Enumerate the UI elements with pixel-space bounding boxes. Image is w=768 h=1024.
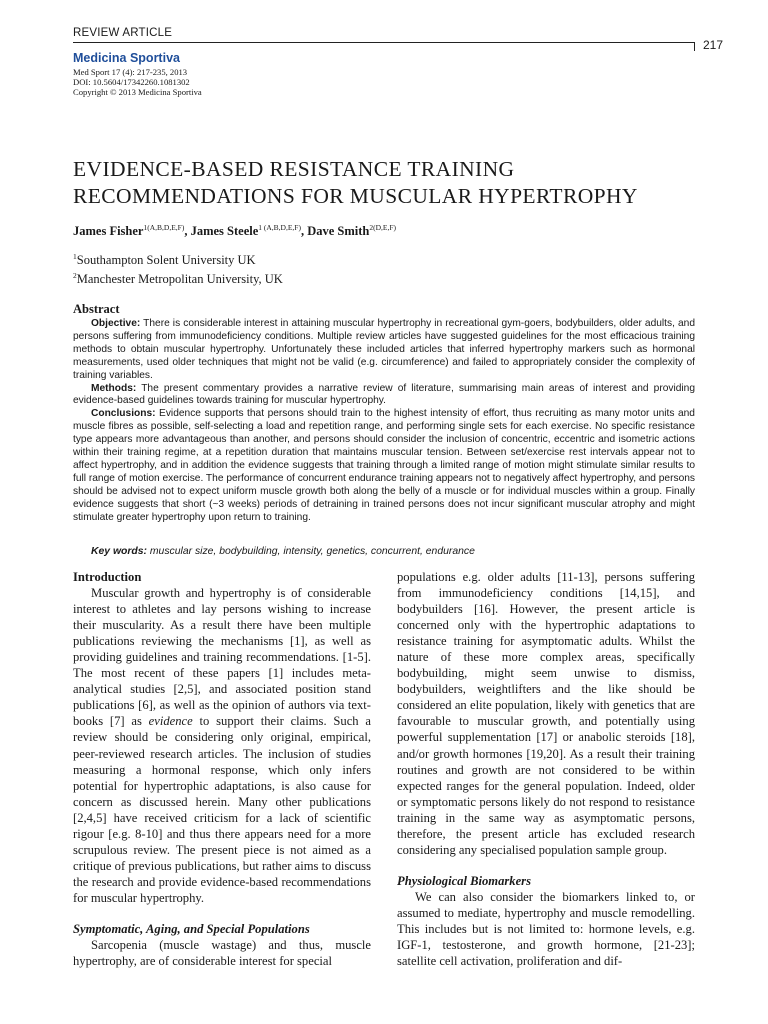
abstract-objective-text: There is considerable interest in attaining muscular hypertrophy in recreational gym-goers, bodybuilders, older adults, and persons suffering from immunodeficiency conditions. Multiple review articles have suggested guidelines for the most efficacious training methods to obtain muscular hypertrophy. Unfortunately these included articles that inferred hypertrophy markers such as hormonal measurements, used older techniques that might not be valid (e.g. circumference) and failed to appropriately consider the complexity of training variables.	[73, 318, 695, 381]
abstract-conclusions-text: Evidence supports that persons should train to the highest intensity of effort, thus recruiting as many motor units and muscle fibres as possible, self-selecting a load and repetition range, and performing single sets for each exercise. No specific resistance type appears more advantageous than another, and persons should consider the inclusion of concentric, eccentric and isometric actions within their training regime, at a repetition duration that maintains muscular tension. Between set/exercise rest intervals appear not to affect hypertrophy, and in addition the evidence suggests that training through a limited range of motion might stimulate similar results to full range of motion exercise. The performance of concurrent endurance training appears not to negatively affect hypertrophy, and persons should be advised not to expect uniform muscle growth both along the belly of a muscle or for individual muscles within a group. Finally evidence suggests that short (~3 weeks) periods of detraining in trained persons does not incur significant muscular atrophy and might stimulate greater hypertrophy upon return to training.	[73, 408, 695, 523]
author-name: Dave Smith	[307, 224, 370, 238]
journal-meta	[73, 67, 202, 98]
abstract-methods-label: Methods:	[91, 382, 137, 394]
subsection-heading-biomarkers: Physiological Biomarkers	[397, 873, 531, 888]
affiliation	[73, 268, 283, 287]
author-separator: ,	[184, 224, 191, 238]
keywords-text: muscular size, bodybuilding, intensity, genetics, concurrent, endurance	[149, 546, 475, 557]
affiliation	[73, 249, 283, 268]
author-affiliation-marker: 1(A,B,D,E,F)	[143, 223, 185, 232]
author-name: James Steele	[190, 224, 259, 238]
abstract-objective	[73, 318, 695, 383]
header-rule	[73, 42, 695, 43]
abstract-conclusions-label: Conclusions:	[91, 408, 156, 420]
emphasis-text: evidence	[148, 714, 193, 729]
abstract-methods	[73, 383, 695, 409]
affiliation-text: Southampton Solent University UK	[76, 253, 256, 267]
author-affiliation-marker: 2(D,E,F)	[369, 223, 397, 232]
affiliation-marker: 1	[73, 252, 77, 261]
section-label: REVIEW ARTICLE	[73, 27, 173, 39]
body-column-right	[397, 569, 695, 969]
author-name: James Fisher	[73, 224, 144, 238]
abstract-body	[73, 318, 695, 525]
author-separator: ,	[300, 224, 308, 238]
affiliation-marker: 2	[73, 271, 77, 280]
abstract-heading: Abstract	[73, 302, 120, 316]
body-paragraph: populations e.g. older adults [11-13], persons suffering from immunodeficiency conditions [14,15], and bodybuilders [16]. However, the present article is concerned only with the hypertrophic adaptations to resistance training for asymptomatic adults. Whilst the nature of these more complex areas, specifically bodybuilding, might seem unwise to dismiss, bodybuilders, weightlifters and the like should be considered an elite population, likely with genetics that are favourable to muscular growth, and potentially using powerful supplementation [17] or anabolic steroids [18], and/or growth hormones [19,20]. As a result their training routines and growth are not considered to be within expected ranges for the general population. Indeed, older or symptomatic persons likely do not respond to resistance training in the same way as asymptomatic persons, therefore, the present article has excluded research considering any specialised population sample group.	[397, 570, 695, 857]
affiliation-list	[73, 249, 283, 287]
header-rule-tick	[694, 42, 695, 51]
body-paragraph	[73, 585, 371, 906]
paragraph-text: to support their claims. Such a review should be considering only original, empirical, peer-reviewed research articles. The inclusion of studies measuring a hormonal response, which only infers potential for hypertrophic adaptations, is also cause for concern as discussed herein. Many other publications [2,4,5] have received criticism for a lack of scientific rigour [e.g. 8-10] and thus there appears need for a more scrupulous review. The present piece is not aimed as a critique of previous publications, but rather aims to discuss the research and provide evidence-based recommendations for muscular hypertrophy.	[73, 714, 371, 905]
author-affiliation-marker: 1 (A,B,D,E,F)	[258, 223, 301, 232]
copyright: Copyright © 2013 Medicina Sportiva	[73, 87, 202, 98]
abstract-conclusions	[73, 408, 695, 524]
body-column-left	[73, 569, 371, 969]
section-heading-introduction: Introduction	[73, 570, 142, 584]
doi: DOI: 10.5604/17342260.1081302	[73, 77, 190, 88]
body-paragraph: We can also consider the biomarkers linked to, or assumed to mediate, hypertrophy and muscle remodelling. This includes but is not limited to: hormone levels, e.g. IGF-1, testosterone, and growth hormone, [21-23]; satellite cell activation, proliferation and dif-	[397, 889, 695, 969]
keywords-label: Key words:	[91, 546, 148, 557]
abstract-objective-label: Objective:	[91, 318, 141, 329]
journal-name: Medicina Sportiva	[73, 51, 180, 65]
paragraph-text: Muscular growth and hypertrophy is of considerable interest to athletes and lay persons wishing to increase their muscularity. As a result there have been multiple publications reviewing the mechanisms [1], as well as providing guidelines and training recommendations. [1-5]. The most recent of these papers [1] includes meta-analytical studies [2,5], and associated position stand publications [6], as well as the opinion of authors via text-books [7] as	[73, 586, 371, 729]
page-number: 217	[703, 38, 724, 52]
article-title	[73, 156, 713, 210]
title-line-2: RECOMMENDATIONS FOR MUSCULAR HYPERTROPHY	[73, 184, 638, 208]
keywords	[91, 546, 701, 557]
subsection-heading-symptomatic: Symptomatic, Aging, and Special Populations	[73, 921, 310, 936]
title-line-1: EVIDENCE-BASED RESISTANCE TRAINING	[73, 157, 515, 181]
citation: Med Sport 17 (4): 217-235, 2013	[73, 67, 188, 77]
affiliation-text: Manchester Metropolitan University, UK	[76, 272, 283, 286]
author-list	[73, 223, 713, 239]
abstract-methods-text: The present commentary provides a narrative review of literature, summarising main areas of interest and providing evidence-based guidelines towards training for muscular hypertrophy.	[73, 382, 695, 407]
body-paragraph: Sarcopenia (muscle wastage) and thus, muscle hypertrophy, are of considerable interest for special	[73, 938, 371, 969]
